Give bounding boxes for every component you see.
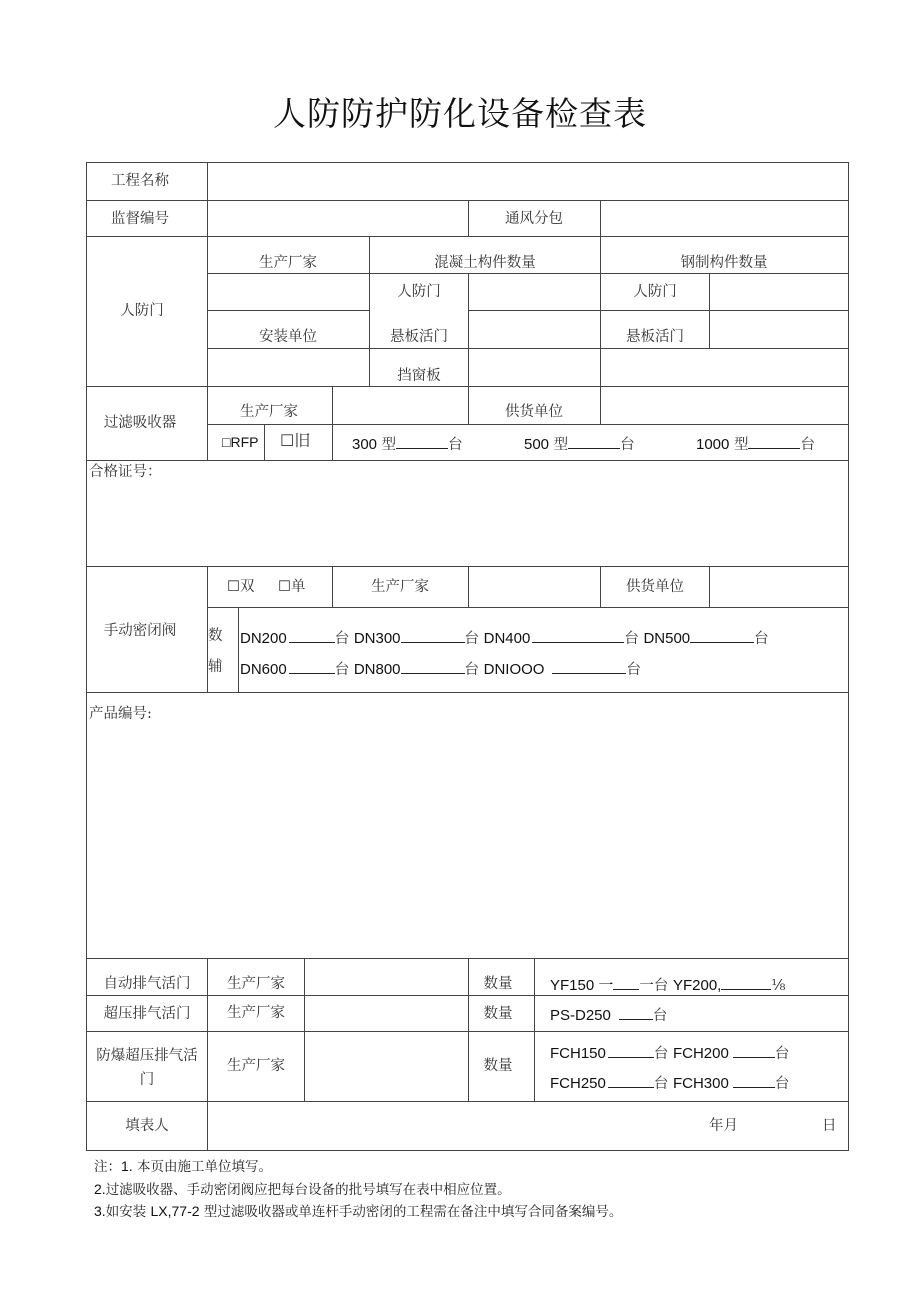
filler-label: 填表人 <box>125 1118 169 1134</box>
filter-absorber-label: 过滤吸收器 <box>103 415 177 431</box>
certificate-number-label: 合格证号： <box>89 464 162 480</box>
auto-exhaust-qty-label: 数量 <box>483 976 513 992</box>
page-title: 人防防护防化设备检查表 <box>273 94 647 133</box>
valve-supplier-label: 供货单位 <box>626 579 684 595</box>
auto-exhaust-qty-values: YF150 一 一台 YF200, ⅛ <box>550 974 785 995</box>
explosion-exhaust-label-line2: 门 <box>139 1072 155 1088</box>
date-day-label: 日 <box>822 1118 837 1134</box>
over-exhaust-qty-label: 数量 <box>483 1006 513 1022</box>
explosion-exhaust-qty-row-2: FCH250 台 FCH300 台 <box>550 1072 789 1093</box>
filter-500-qty: 500 型 台 <box>524 433 635 454</box>
valve-qty-row-1: DN200 台 DN300 台 DN400 台 DN500 台 <box>240 627 769 648</box>
rfp-checkbox[interactable]: □RFP <box>222 434 259 450</box>
single-checkbox[interactable]: ☐单 <box>278 579 306 595</box>
over-exhaust-manufacturer-label: 生产厂家 <box>227 1005 285 1021</box>
valve-qty-label-1: 数 <box>208 628 223 644</box>
note-3: 3.如安装 LX,77-2 型过滤吸收器或单连杆手动密闭的工程需在备注中填写合同备案编号。 <box>94 1203 623 1220</box>
explosion-exhaust-qty-label: 数量 <box>483 1058 513 1074</box>
filter-supplier-label: 供货单位 <box>505 404 563 420</box>
valve-qty-row-2: DN600 台 DN800 台 DNIOOO 台 <box>240 658 641 679</box>
concrete-qty-label: 混凝土构件数量 <box>434 255 536 271</box>
over-exhaust-qty-values: PS-D250 台 <box>550 1004 667 1025</box>
explosion-exhaust-qty-row-1: FCH150 台 FCH200 台 <box>550 1042 789 1063</box>
note-1: 注：1. 本页由施工单位填写。 <box>94 1158 272 1175</box>
ventilation-subcontract-label: 通风分包 <box>505 211 563 227</box>
concrete-hanging-door-label: 悬板活门 <box>390 329 448 345</box>
install-unit-label: 安装单位 <box>259 329 317 345</box>
supervision-number-label: 监督编号 <box>111 211 169 227</box>
auto-exhaust-manufacturer-label: 生产厂家 <box>227 976 285 992</box>
window-board-label: 挡窗板 <box>397 368 441 384</box>
filter-1000-qty: 1000 型 台 <box>696 433 815 454</box>
product-number-label: 产品编号: <box>89 706 152 722</box>
filter-300-qty: 300 型 台 <box>352 433 463 454</box>
note-2: 2.过滤吸收器、手动密闭阀应把每台设备的批号填写在表中相应位置。 <box>94 1181 511 1198</box>
steel-qty-label: 钢制构件数量 <box>680 255 768 271</box>
double-checkbox[interactable]: ☐双 <box>227 579 255 595</box>
steel-door-label: 人防门 <box>633 284 677 300</box>
over-exhaust-label: 超压排气活门 <box>103 1006 191 1022</box>
project-name-label: 工程名称 <box>111 173 169 189</box>
manual-valve-label: 手动密闭阀 <box>103 623 177 639</box>
explosion-exhaust-manufacturer-label: 生产厂家 <box>227 1058 285 1074</box>
steel-hanging-door-label: 悬板活门 <box>626 329 684 345</box>
valve-manufacturer-label: 生产厂家 <box>371 579 429 595</box>
auto-exhaust-label: 自动排气活门 <box>103 976 191 992</box>
concrete-door-label: 人防门 <box>397 284 441 300</box>
explosion-exhaust-label-line1: 防爆超压排气活 <box>96 1048 198 1064</box>
old-checkbox[interactable]: ☐旧 <box>280 431 311 450</box>
date-year-month-label: 年月 <box>709 1118 738 1134</box>
valve-qty-label-2: 辅 <box>208 659 223 675</box>
filter-manufacturer-label: 生产厂家 <box>240 404 298 420</box>
blast-door-label: 人防门 <box>120 303 164 319</box>
blast-door-manufacturer-label: 生产厂家 <box>259 255 317 271</box>
